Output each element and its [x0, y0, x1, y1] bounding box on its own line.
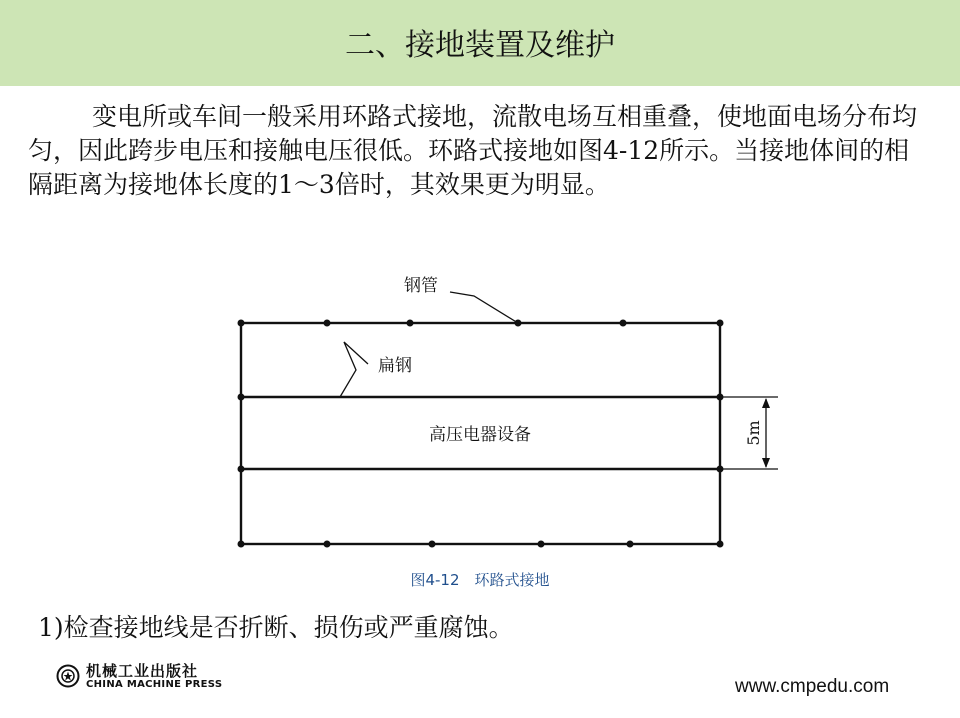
pipe-dot	[324, 320, 331, 327]
pipe-leader	[450, 292, 518, 323]
website-link[interactable]: www.cmpedu.com	[735, 676, 890, 697]
pipe-dot	[238, 541, 245, 548]
pipe-dot	[238, 394, 245, 401]
pipe-dot	[717, 320, 724, 327]
ring-grounding-diagram	[0, 260, 960, 560]
pipe-dot	[717, 541, 724, 548]
label-center: 高压电器设备	[429, 425, 531, 445]
pipe-dot	[238, 320, 245, 327]
dim-arrow-bottom	[762, 458, 770, 468]
pipe-dot	[538, 541, 545, 548]
pipe-dot	[627, 541, 634, 548]
logo-english-text: CHINA MACHINE PRESS	[86, 679, 223, 690]
bullet-item: 1)检查接地线是否折断、损伤或严重腐蚀。	[38, 613, 514, 642]
pipe-dot	[620, 320, 627, 327]
slide-title: 二、接地装置及维护	[345, 28, 615, 63]
pipe-dot	[407, 320, 414, 327]
label-flat-steel: 扁钢	[378, 356, 412, 376]
logo-chinese-text: 机械工业出版社	[86, 662, 199, 680]
pipe-dot	[238, 466, 245, 473]
pipe-dot	[324, 541, 331, 548]
dim-arrow-top	[762, 398, 770, 408]
label-pipe: 钢管	[404, 276, 438, 296]
pipe-dot	[429, 541, 436, 548]
label-dimension: 5m	[744, 420, 763, 446]
publisher-logo	[56, 660, 236, 694]
publisher-emblem-icon	[56, 664, 80, 688]
body-paragraph: 变电所或车间一般采用环路式接地，流散电场互相重叠，使地面电场分布均匀，因此跨步电压和接触电压很低。环路式接地如图4-12所示。当接地体间的相隔距离为接地体长度的1～3倍时，其效果更为明显。	[28, 102, 918, 199]
figure-caption: 图4-12 环路式接地	[410, 571, 550, 589]
flat-steel-leader	[340, 342, 368, 397]
